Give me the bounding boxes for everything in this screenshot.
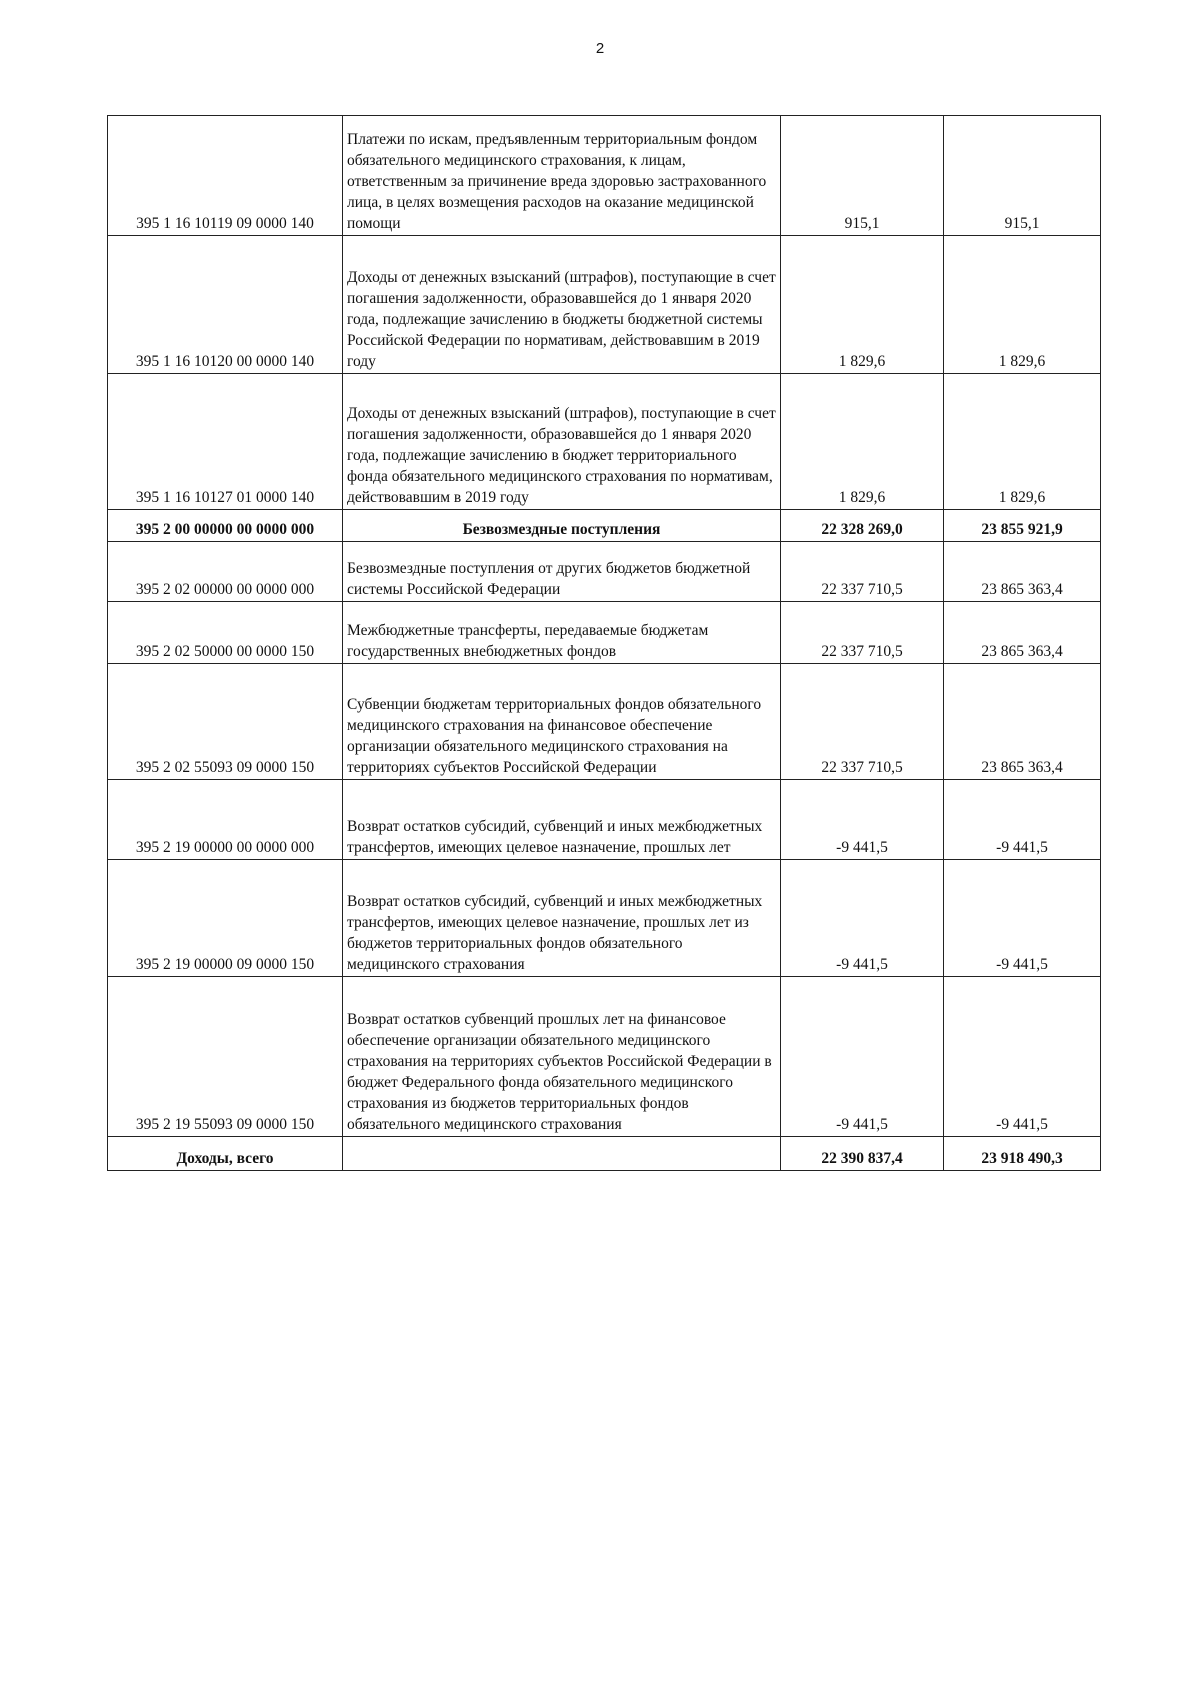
value-cell-2: 23 855 921,9 (944, 510, 1101, 542)
revenue-name-cell: Межбюджетные трансферты, передаваемые бюджетам государственных внебюджетных фондов (343, 602, 781, 664)
value-cell-2: 915,1 (944, 116, 1101, 236)
value-cell-1: 915,1 (781, 116, 944, 236)
value-cell-2: 23 918 490,3 (944, 1137, 1101, 1171)
table-row (108, 977, 1101, 1137)
budget-code-cell: 395 2 19 00000 09 0000 150 (108, 860, 343, 977)
budget-code-cell: 395 2 19 55093 09 0000 150 (108, 977, 343, 1137)
value-cell-1: 22 337 710,5 (781, 602, 944, 664)
revenue-name-cell: Платежи по искам, предъявленным территориальным фондом обязательного медицинского страхования, к лицам, ответственным за причинение вреда здоровью застрахованного лица, в целях возмещения расходов на оказание медицинской помощи (343, 116, 781, 236)
value-cell-2: -9 441,5 (944, 860, 1101, 977)
revenue-name-cell: Субвенции бюджетам территориальных фондов обязательного медицинского страхования на финансовое обеспечение организации обязательного медицинского страхования на территориях субъектов Российской Федерации (343, 664, 781, 780)
budget-code-cell: 395 1 16 10119 09 0000 140 (108, 116, 343, 236)
value-cell-1: 22 337 710,5 (781, 542, 944, 602)
value-cell-2: 23 865 363,4 (944, 542, 1101, 602)
budget-code-cell: 395 2 02 00000 00 0000 000 (108, 542, 343, 602)
revenue-name-cell: Доходы от денежных взысканий (штрафов), поступающие в счет погашения задолженности, образовавшейся до 1 января 2020 года, подлежащие зачислению в бюджеты бюджетной системы Российской Федерации по нормативам, действовавшим в 2019 году (343, 236, 781, 374)
value-cell-1: 22 328 269,0 (781, 510, 944, 542)
value-cell-2: 23 865 363,4 (944, 602, 1101, 664)
revenue-name-cell (343, 1137, 781, 1171)
table-row (108, 374, 1101, 510)
table-row (108, 602, 1101, 664)
value-cell-1: -9 441,5 (781, 860, 944, 977)
value-cell-1: -9 441,5 (781, 977, 944, 1137)
revenue-name-cell: Возврат остатков субвенций прошлых лет на финансовое обеспечение организации обязательного медицинского страхования на территориях субъектов Российской Федерации в бюджет Федерального фонда обязательного медицинского страхования из бюджетов территориальных фондов обязательного медицинского страхования (343, 977, 781, 1137)
table-row (108, 236, 1101, 374)
revenue-table (107, 115, 1101, 1171)
table-row (108, 116, 1101, 236)
page-number: 2 (595, 40, 605, 57)
value-cell-1: 1 829,6 (781, 236, 944, 374)
table-row-total (108, 1137, 1101, 1171)
table-row-section-header (108, 510, 1101, 542)
value-cell-2: -9 441,5 (944, 780, 1101, 860)
value-cell-1: 22 337 710,5 (781, 664, 944, 780)
table-row (108, 542, 1101, 602)
budget-code-cell: 395 2 19 00000 00 0000 000 (108, 780, 343, 860)
revenue-name-cell: Возврат остатков субсидий, субвенций и иных межбюджетных трансфертов, имеющих целевое назначение, прошлых лет из бюджетов территориальных фондов обязательного медицинского страхования (343, 860, 781, 977)
value-cell-2: -9 441,5 (944, 977, 1101, 1137)
value-cell-2: 1 829,6 (944, 374, 1101, 510)
value-cell-1: 1 829,6 (781, 374, 944, 510)
total-label-cell: Доходы, всего (108, 1137, 343, 1171)
revenue-name-cell: Доходы от денежных взысканий (штрафов), поступающие в счет погашения задолженности, образовавшейся до 1 января 2020 года, подлежащие зачислению в бюджет территориального фонда обязательного медицинского страхования по нормативам, действовавшим в 2019 году (343, 374, 781, 510)
revenue-name-cell: Безвозмездные поступления (343, 510, 781, 542)
budget-code-cell: 395 2 00 00000 00 0000 000 (108, 510, 343, 542)
budget-code-cell: 395 1 16 10120 00 0000 140 (108, 236, 343, 374)
value-cell-1: -9 441,5 (781, 780, 944, 860)
value-cell-2: 1 829,6 (944, 236, 1101, 374)
value-cell-2: 23 865 363,4 (944, 664, 1101, 780)
table-row (108, 664, 1101, 780)
table-row (108, 860, 1101, 977)
budget-code-cell: 395 2 02 55093 09 0000 150 (108, 664, 343, 780)
budget-code-cell: 395 2 02 50000 00 0000 150 (108, 602, 343, 664)
revenue-name-cell: Возврат остатков субсидий, субвенций и иных межбюджетных трансфертов, имеющих целевое назначение, прошлых лет (343, 780, 781, 860)
budget-code-cell: 395 1 16 10127 01 0000 140 (108, 374, 343, 510)
revenue-name-cell: Безвозмездные поступления от других бюджетов бюджетной системы Российской Федерации (343, 542, 781, 602)
table-row (108, 780, 1101, 860)
value-cell-1: 22 390 837,4 (781, 1137, 944, 1171)
